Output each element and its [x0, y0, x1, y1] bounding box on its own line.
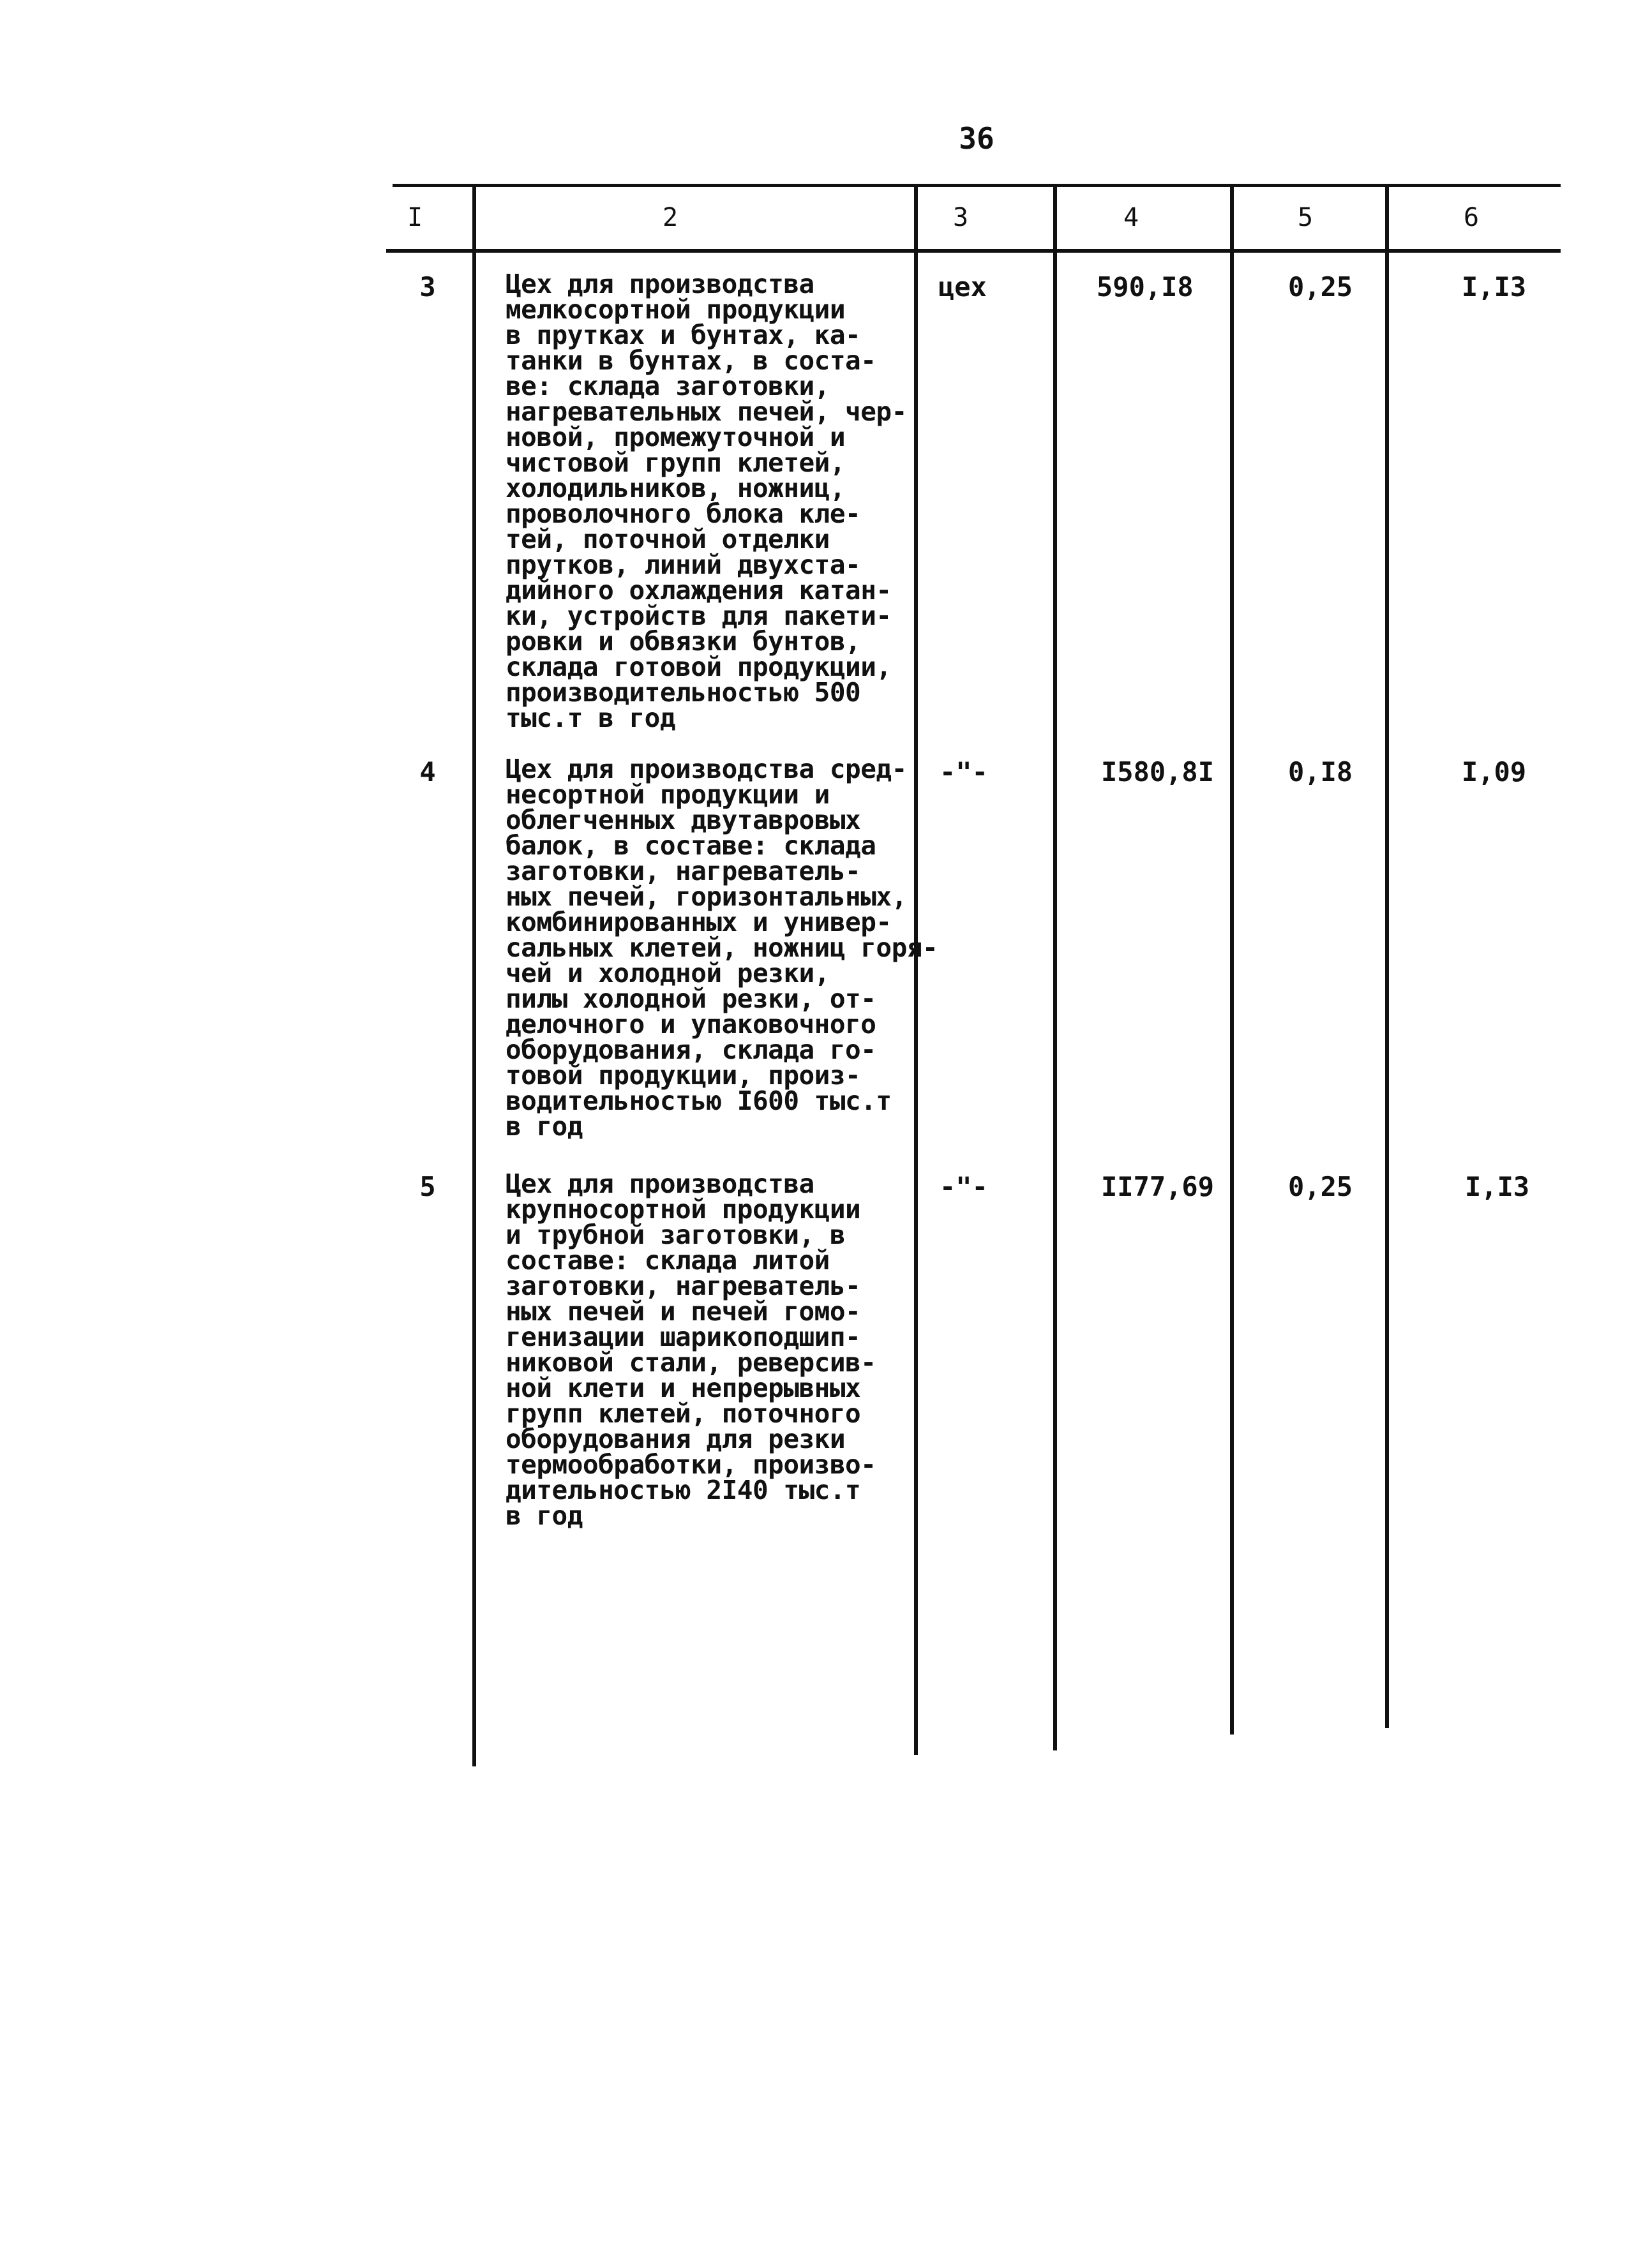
- column-divider-1: [472, 184, 476, 1766]
- row-value-col4: 590,I8: [1097, 271, 1194, 302]
- row-description: Цех для производства сред- несортной продукции и облегченных двутавровых балок, в составе: склада заготовки, нагреватель- ных печей, горизонтальных, комбинированных и универ- сальных клетей, ножниц горя- чей и холодной резки, пилы холодной резки, от- делочного и упаковочного оборудования, склада го- товой продукции, произ- водительностью I600 тыс.т в год: [506, 754, 938, 1142]
- row-description: Цех для производства крупносортной продукции и трубной заготовки, в составе: склада литой заготовки, нагреватель- ных печей и печей гомо- генизации шарикоподшип- никовой стали, реверсив- ной клети и непрерывных групп клетей, поточного оборудования для резки термообработки, произво- дительностью 2I40 тыс.т в год: [506, 1168, 876, 1531]
- row-value-col4: I580,8I: [1101, 756, 1215, 787]
- row-value-col5: 0,I8: [1288, 756, 1353, 787]
- row-description: Цех для производства мелкосортной продукции в прутках и бунтах, ка- танки в бунтах, в соста- ве: склада заготовки, нагревательных печей, чер- новой, промежуточной и чистовой групп клетей, холодильников, ножниц, проволочного блока кле- тей, поточной отделки прутков, линий двухста- дийного охлаждения катан- ки, устройств для пакети- ровки и обвязки бунтов, склада готовой продукции, производительностью 500 тыс.т в год: [506, 269, 907, 733]
- row-value-col4: II77,69: [1101, 1171, 1215, 1202]
- row-value-col5: 0,25: [1288, 1171, 1353, 1202]
- header-col-4: 4: [1123, 203, 1139, 232]
- row-unit: цех: [938, 271, 987, 302]
- header-col-6: 6: [1463, 203, 1480, 232]
- row-number: 5: [419, 1171, 436, 1202]
- row-number: 3: [419, 271, 436, 302]
- row-unit: -"-: [940, 756, 988, 787]
- row-value-col6: I,09: [1462, 756, 1527, 787]
- column-divider-5: [1385, 184, 1389, 1728]
- row-value-col5: 0,25: [1288, 271, 1353, 302]
- page-number: 36: [959, 121, 994, 156]
- table-header-rule: [386, 249, 1561, 253]
- header-col-5: 5: [1297, 203, 1314, 232]
- header-col-1: I: [407, 203, 423, 232]
- header-col-3: 3: [952, 203, 969, 232]
- row-value-col6: I,I3: [1465, 1171, 1530, 1202]
- column-divider-3: [1053, 184, 1057, 1750]
- header-col-2: 2: [662, 203, 679, 232]
- row-value-col6: I,I3: [1462, 271, 1527, 302]
- column-divider-4: [1230, 184, 1234, 1735]
- row-number: 4: [419, 756, 436, 787]
- row-unit: -"-: [940, 1171, 988, 1202]
